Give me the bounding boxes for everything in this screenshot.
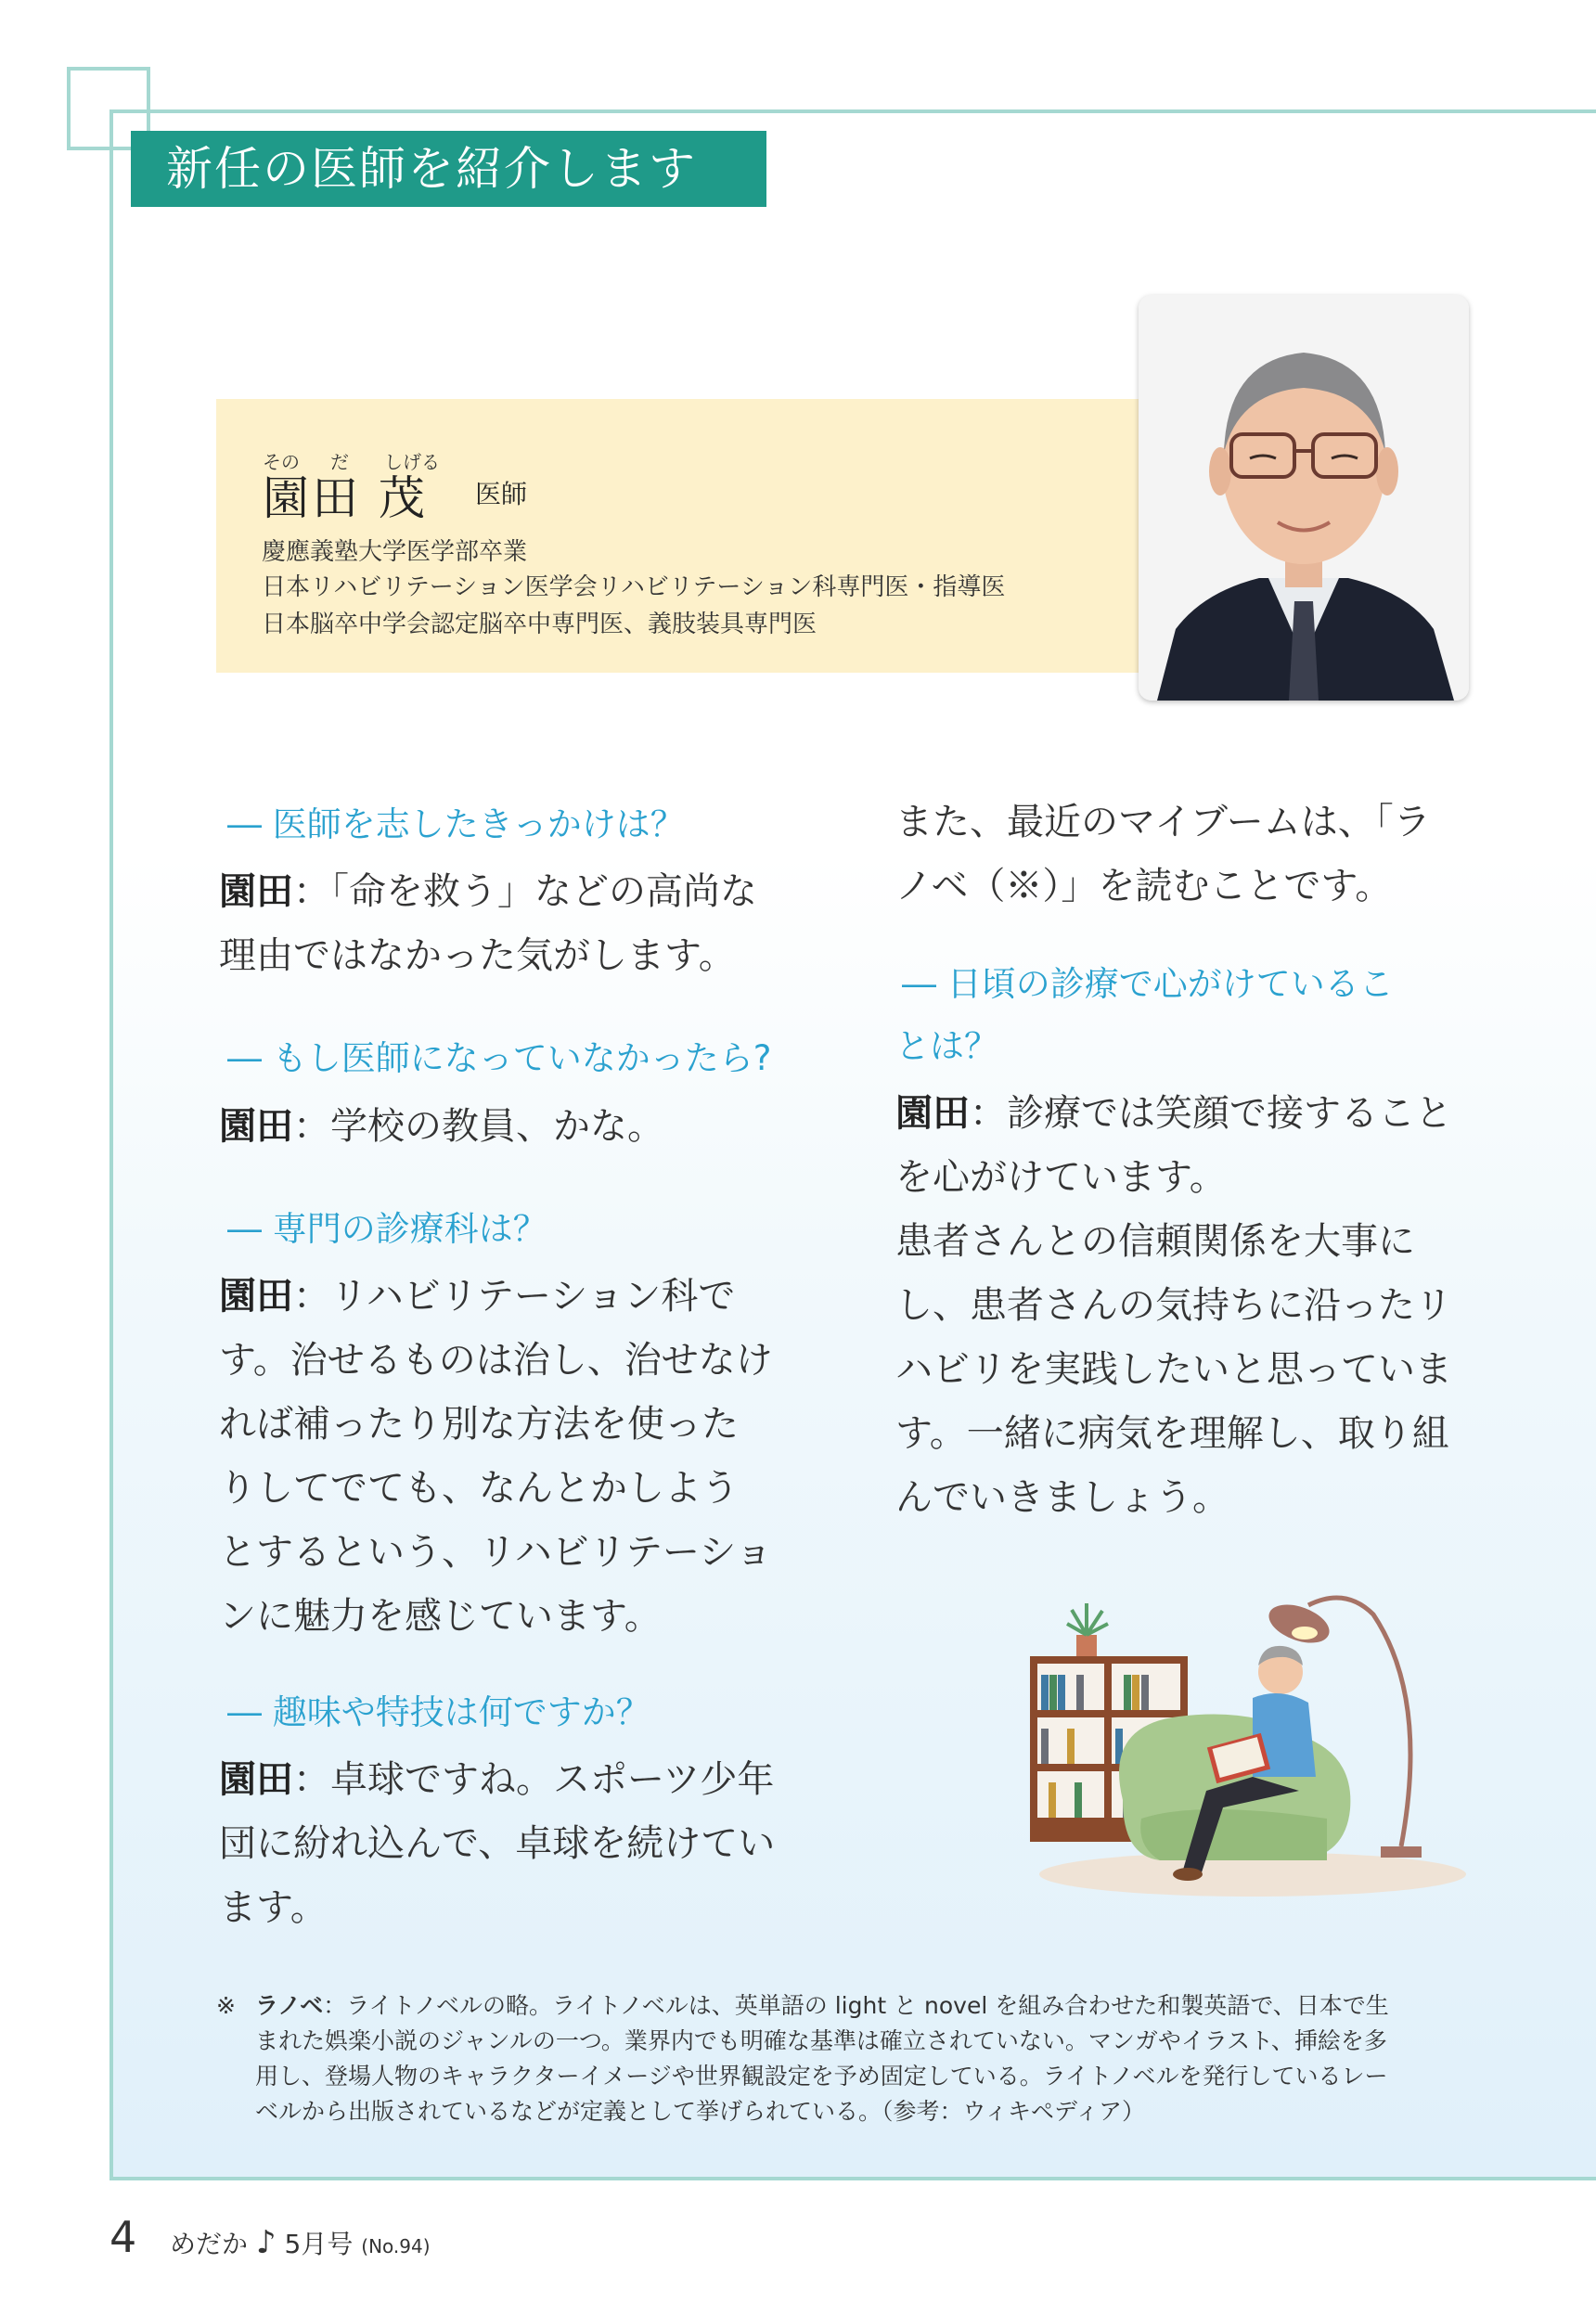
hobby-continued-line-1: また、最近のマイブームは、「ラ xyxy=(895,801,1431,843)
question-specialty: ― 専門の診療科は？ xyxy=(227,1209,547,1249)
speaker-label: 園田 xyxy=(219,1105,293,1148)
answer-hobby-line-2: 団に紛れ込んで、卓球を続けてい xyxy=(219,1822,776,1865)
question-hobby: ― 趣味や特技は何ですか？ xyxy=(227,1692,650,1732)
answer-text: ：「命を救う」などの高尚な xyxy=(293,870,757,913)
credential-2: 日本リハビリテーション医学会リハビリテーション科専門医・指導医 xyxy=(262,573,1006,601)
footnote-line-3: 用し、登場人物のキャラクターイメージや世界観設定を予め固定している。ライトノベルを発行しているレー xyxy=(255,2063,1388,2090)
hobby-continued-line-2: ノベ（※）」を読むことです。 xyxy=(895,865,1393,907)
footnote-line-1 xyxy=(255,1988,1487,2024)
answer-practice-line-6: す。一緒に病気を理解し、取り組 xyxy=(895,1412,1449,1455)
music-note-icon: ♪ xyxy=(255,2224,277,2261)
credential-1: 慶應義塾大学医学部卒業 xyxy=(262,538,528,566)
footnote-line-4: ベルから出版されているなどが定義として挙げられている。（参考：ウィキペディア） xyxy=(255,2098,1146,2125)
speaker-label: 園田 xyxy=(219,870,293,913)
answer-practice-line-1 xyxy=(895,1082,1452,1146)
question-motivation: ― 医師を志したきっかけは？ xyxy=(227,804,685,844)
answer-specialty-line-2: す。治せるものは治し、治せなけ xyxy=(219,1339,773,1382)
answer-hobby-line-3: ます。 xyxy=(219,1886,328,1929)
question-practice-line-1: ― 日頃の診療で心がけているこ xyxy=(902,964,1394,1004)
answer-hobby-line-1 xyxy=(219,1748,774,1812)
answer-practice-line-5: ハビリを実践したいと思っていま xyxy=(895,1348,1452,1391)
reading-illustration xyxy=(1021,1568,1466,1902)
footnote xyxy=(216,1988,1487,2129)
question-alternative: ― もし医師になっていなかったら? xyxy=(227,1038,772,1078)
page-title: 新任の医師を紹介します xyxy=(131,131,766,207)
doctor-photo xyxy=(1139,295,1469,701)
answer-text: ：学校の教員、かな。 xyxy=(293,1105,664,1148)
page-number: 4 xyxy=(109,2212,137,2262)
doctor-name: 園田 茂 xyxy=(263,471,428,525)
furigana-sono: その xyxy=(263,451,300,473)
speaker-label: 園田 xyxy=(219,1275,293,1318)
speaker-label: 園田 xyxy=(895,1092,970,1135)
speaker-label: 園田 xyxy=(219,1758,293,1801)
question-practice-line-2: とは？ xyxy=(895,1026,998,1066)
answer-motivation-line-2: 理由ではなかった気がします。 xyxy=(219,934,736,977)
answer-practice-line-2: を心がけています。 xyxy=(895,1156,1227,1199)
footnote-text: ：ライトノベルの略。ライトノベルは、英単語の light と novel を組み合わせた和製英語で、日本で生 xyxy=(323,1992,1389,2019)
answer-motivation-line-1 xyxy=(219,860,757,924)
answer-alternative xyxy=(219,1095,664,1159)
issue-month: 5月号 xyxy=(284,2229,354,2259)
answer-practice-line-3: 患者さんとの信頼関係を大事に xyxy=(895,1220,1415,1263)
answer-practice-line-7: んでいきましょう。 xyxy=(895,1476,1229,1519)
footnote-term: ラノベ xyxy=(255,1992,324,2019)
answer-specialty-line-5: とするという、リハビリテーショ xyxy=(219,1531,773,1574)
answer-specialty-line-4: りしてでても、なんとかしよう xyxy=(219,1467,739,1510)
answer-text: ：リハビリテーション科で xyxy=(293,1275,736,1318)
furigana-shigeru: しげる xyxy=(384,451,440,473)
answer-specialty-line-3: れば補ったり別な方法を使った xyxy=(219,1403,739,1446)
answer-specialty-line-6: ンに魅力を感じています。 xyxy=(219,1595,662,1638)
credential-3: 日本脳卒中学会認定脳卒中専門医、義肢装具専門医 xyxy=(262,611,817,638)
answer-text: ：診療では笑顔で接すること xyxy=(970,1092,1452,1135)
magazine-info xyxy=(170,2224,431,2261)
furigana-da: だ xyxy=(330,451,349,473)
magazine-name: めだか xyxy=(170,2229,249,2259)
answer-practice-line-4: し、患者さんの気持ちに沿ったリ xyxy=(895,1284,1452,1327)
answer-text: ：卓球ですね。スポーツ少年 xyxy=(293,1758,775,1801)
answer-specialty-line-1 xyxy=(219,1265,735,1329)
footnote-mark: ※ xyxy=(216,1992,236,2019)
doctor-title: 医師 xyxy=(475,479,528,509)
footnote-line-2: まれた娯楽小説のジャンルの一つ。業界内でも明確な基準は確立されていない。マンガやイラスト、挿絵を多 xyxy=(255,2027,1387,2054)
issue-number: (No.94) xyxy=(361,2235,431,2257)
